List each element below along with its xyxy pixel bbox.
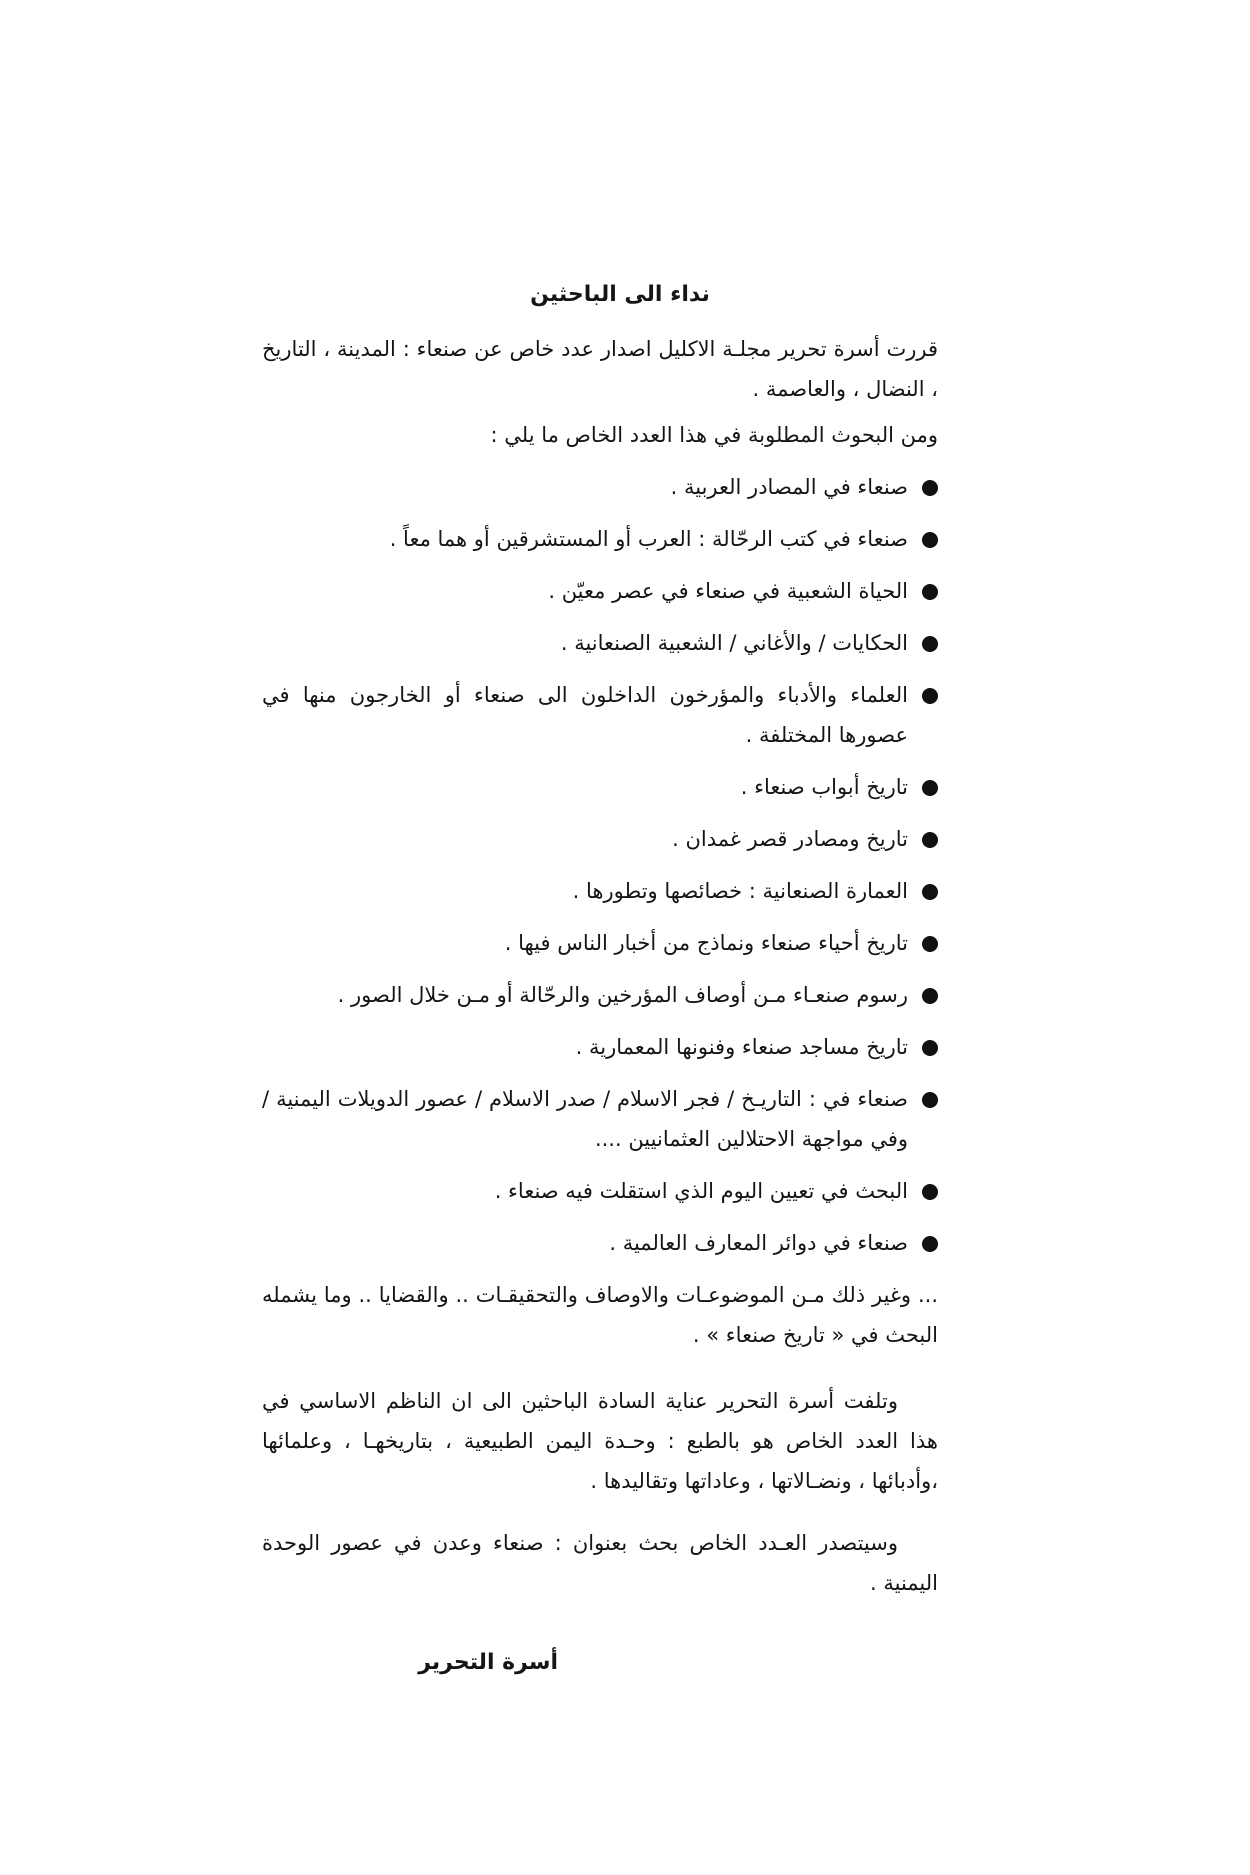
bullet-icon — [922, 1040, 938, 1056]
bullet-icon — [922, 884, 938, 900]
list-item — [262, 675, 938, 755]
list-item-text: الحياة الشعبية في صنعاء في عصر معيّن . — [548, 579, 908, 603]
list-item — [262, 975, 938, 1015]
topics-intro: ومن البحوث المطلوبة في هذا العدد الخاص ما يلي : — [490, 423, 938, 447]
list-item-text: تاريخ أحياء صنعاء ونماذج من أخبار الناس فيها . — [504, 931, 908, 955]
bullet-icon — [922, 936, 938, 952]
list-item — [262, 571, 938, 611]
list-item — [262, 467, 938, 507]
list-item-text: البحث في تعيين اليوم الذي استقلت فيه صنعاء . — [494, 1179, 908, 1203]
bullet-icon — [922, 832, 938, 848]
closing-paragraph: ... وغير ذلك مـن الموضوعـات والاوصاف والتحقيقـات .. والقضايا .. وما يشمله البحث في « تاريخ صنعاء » . — [262, 1283, 938, 1347]
bullet-icon — [922, 1184, 938, 1200]
list-item-text: العلماء والأدباء والمؤرخون الداخلون الى صنعاء أو الخارجون منها في عصورها المختلفة . — [262, 683, 908, 747]
list-item-text: صنعاء في كتب الرحّالة : العرب أو المستشرقين أو هما معاً . — [389, 527, 908, 551]
page-title: نداء الى الباحثين — [530, 282, 710, 307]
list-item — [262, 767, 938, 807]
signature: أسرة التحرير — [418, 1650, 558, 1675]
list-item-text: الحكايات / والأغاني / الشعبية الصنعانية . — [560, 631, 908, 655]
document-body — [262, 275, 938, 1683]
bullet-icon — [922, 480, 938, 496]
list-item-text: صنعاء في دوائر المعارف العالمية . — [609, 1231, 908, 1255]
list-item-text: رسوم صنعـاء مـن أوصاف المؤرخين والرحّالة أو مـن خلال الصور . — [337, 983, 908, 1007]
intro-paragraph: قررت أسرة تحرير مجلـة الاكليل اصدار عدد خاص عن صنعاء : المدينة ، التاريخ ، النضال ، والعاصمة . — [262, 337, 938, 401]
list-item — [262, 871, 938, 911]
list-item-text: صنعاء في المصادر العربية . — [670, 475, 908, 499]
list-item — [262, 819, 938, 859]
note-paragraph: وتلفت أسرة التحرير عناية السادة الباحثين الى ان الناظم الاساسي في هذا العدد الخاص هو بالطبع : وحـدة اليمن الطبيعية ، بتاريخهـا ، وعلمائها ،وأدبائها ، ونضـالاتها ، وعاداتها وتقاليدها . — [262, 1389, 938, 1493]
list-item — [262, 623, 938, 663]
list-item-text: تاريخ مساجد صنعاء وفنونها المعمارية . — [575, 1035, 908, 1059]
list-item — [262, 1223, 938, 1263]
bullet-icon — [922, 532, 938, 548]
bullet-icon — [922, 780, 938, 796]
forthcoming-paragraph: وسيتصدر العـدد الخاص بحث بعنوان : صنعاء وعدن في عصور الوحدة اليمنية . — [262, 1531, 938, 1595]
list-item — [262, 1171, 938, 1211]
bullet-icon — [922, 636, 938, 652]
list-item-text: تاريخ أبواب صنعاء . — [740, 775, 908, 799]
list-item-text: صنعاء في : التاريـخ / فجر الاسلام / صدر الاسلام / عصور الدويلات اليمنية / وفي مواجهة الاحتلالين العثمانيين .... — [262, 1087, 908, 1151]
bullet-icon — [922, 1236, 938, 1252]
list-item-text: العمارة الصنعانية : خصائصها وتطورها . — [572, 879, 908, 903]
bullet-icon — [922, 988, 938, 1004]
list-item — [262, 1079, 938, 1159]
list-item — [262, 1027, 938, 1067]
topics-list — [262, 467, 938, 1263]
list-item — [262, 519, 938, 559]
bullet-icon — [922, 584, 938, 600]
list-item — [262, 923, 938, 963]
bullet-icon — [922, 688, 938, 704]
bullet-icon — [922, 1092, 938, 1108]
list-item-text: تاريخ ومصادر قصر غمدان . — [672, 827, 908, 851]
